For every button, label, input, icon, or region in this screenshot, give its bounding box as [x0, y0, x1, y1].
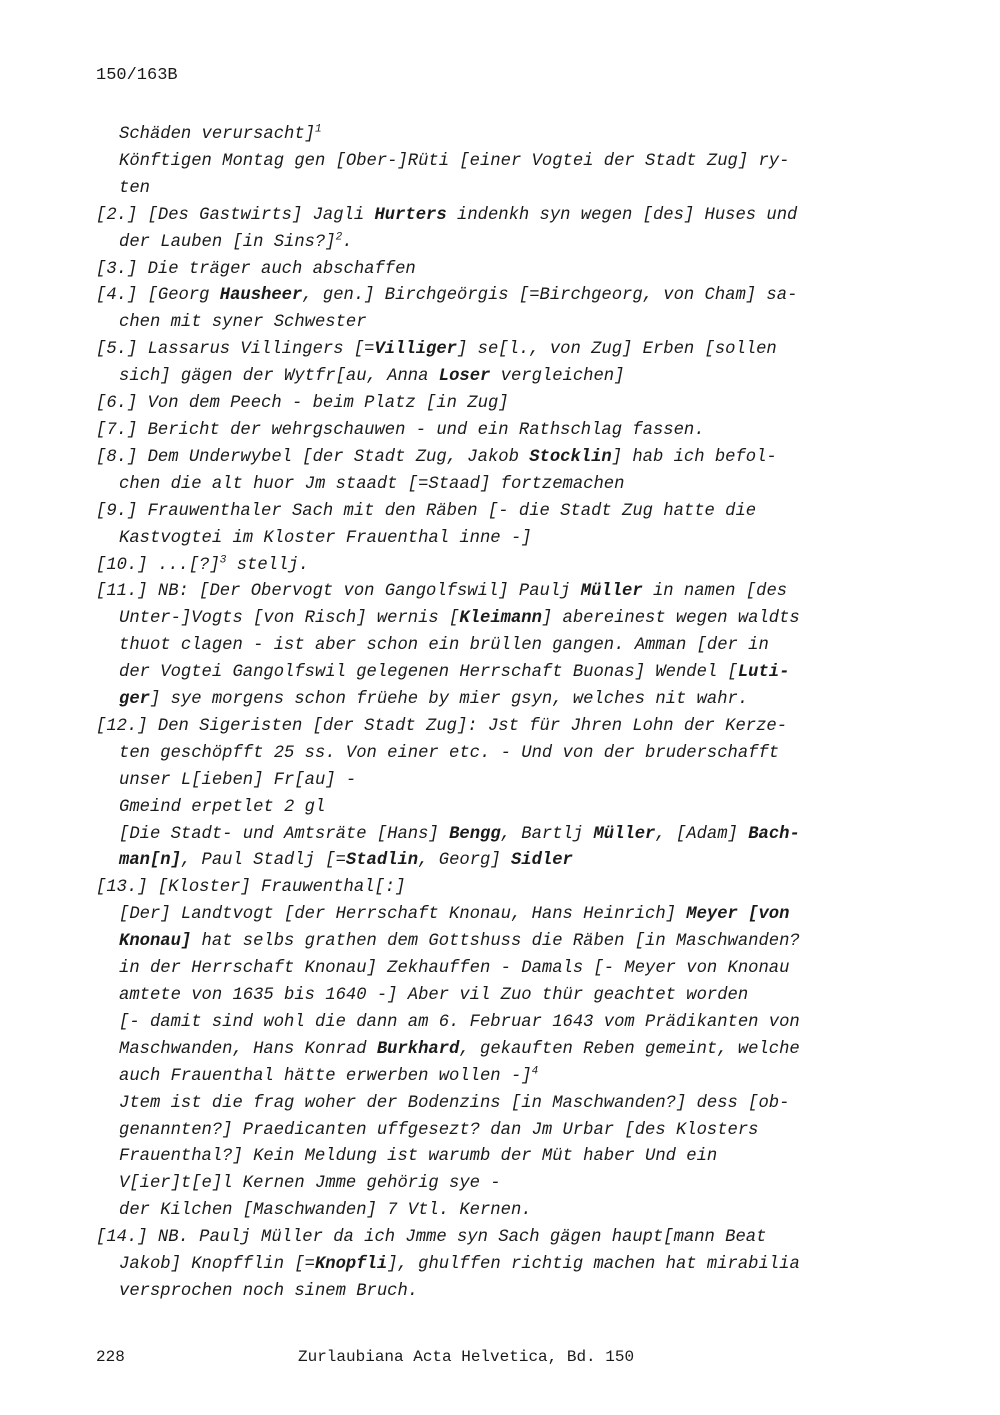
text-line	[96, 929, 866, 956]
text-line	[96, 902, 866, 929]
text-segment: , Georg]	[418, 851, 511, 871]
text-line	[96, 768, 866, 795]
text-line	[96, 499, 866, 526]
text-segment: ], ghulffen richtig machen hat mirabilia	[387, 1255, 800, 1275]
text-segment: der Kilchen [Maschwanden] 7 Vtl. Kernen.	[119, 1201, 532, 1221]
text-segment: , Bartlj	[500, 824, 594, 844]
text-segment: Gmeind erpetlet 2 gl	[119, 797, 326, 817]
text-line	[96, 822, 866, 849]
text-line	[96, 1037, 866, 1064]
name-emphasis: ger	[119, 690, 150, 710]
footnote-ref: 1	[314, 123, 322, 136]
text-segment: der Vogtei Gangolfswil gelegenen Herrschaft Buonas] Wendel [	[119, 663, 738, 683]
text-segment: versprochen noch sinem Bruch.	[119, 1281, 419, 1301]
text-segment: [2.] [Des Gastwirts] Jagli	[96, 205, 375, 225]
text-line	[96, 472, 866, 499]
name-emphasis: Meyer [von	[686, 905, 790, 925]
text-segment: [13.] [Kloster] Frauwenthal[:]	[96, 878, 406, 898]
text-line	[96, 1279, 866, 1306]
text-line	[96, 176, 866, 203]
name-emphasis: Müller	[580, 582, 643, 602]
text-line	[96, 1252, 866, 1279]
text-segment: ] hab ich befol-	[611, 447, 777, 467]
text-line	[96, 364, 866, 391]
name-emphasis: Hurters	[374, 205, 447, 225]
text-segment: der Lauben [in Sins?]	[119, 232, 336, 252]
text-line	[96, 1144, 866, 1171]
text-line	[96, 257, 866, 284]
text-segment: Kastvogtei im Kloster Frauenthal inne -]	[119, 528, 532, 548]
text-segment: stellj.	[226, 555, 309, 575]
text-segment: Unter-]Vogts [von Risch] wernis [	[119, 609, 460, 629]
footnote-ref: 4	[531, 1064, 539, 1077]
text-line	[96, 687, 866, 714]
name-emphasis: Knonau]	[119, 932, 192, 952]
name-emphasis: Burkhard	[376, 1039, 460, 1059]
text-segment: ten	[119, 178, 150, 198]
text-line	[96, 633, 866, 660]
text-segment: , Paul Stadlj [=	[180, 851, 346, 871]
text-line	[96, 1171, 866, 1198]
running-header-ref: 150/163B	[96, 66, 178, 85]
page-number: 228	[96, 1348, 125, 1366]
text-segment: sich] gägen der Wytfr[au, Anna	[119, 367, 439, 387]
text-line	[96, 418, 866, 445]
text-line	[96, 337, 866, 364]
name-emphasis: Müller	[593, 824, 656, 844]
text-line	[96, 579, 866, 606]
text-line	[96, 660, 866, 687]
text-segment: , gen.] Birchgeörgis [=Birchgeorg, von Cham] sa-	[302, 286, 798, 306]
text-segment: chen mit syner Schwester	[119, 313, 367, 333]
name-emphasis: Stocklin	[529, 447, 612, 467]
text-line	[96, 714, 866, 741]
name-emphasis: Loser	[438, 367, 491, 387]
text-line	[96, 391, 866, 418]
text-line	[96, 526, 866, 553]
text-segment: Maschwanden, Hans Konrad	[119, 1039, 377, 1059]
name-emphasis: man[n]	[119, 851, 181, 871]
text-segment: in namen [des	[642, 582, 788, 602]
footnote-ref: 3	[219, 553, 227, 566]
text-line	[96, 1118, 866, 1145]
text-segment: Jtem ist die frag woher der Bodenzins [in Maschwanden?] dess [ob-	[119, 1093, 790, 1113]
text-segment: chen die alt huor Jm staadt [=Staad] fortzemachen	[119, 474, 625, 494]
document-body	[96, 122, 866, 1306]
text-segment: , [Adam]	[655, 824, 749, 844]
text-segment: V[ier]t[e]l Kernen Jmme gehörig sye -	[119, 1174, 501, 1194]
text-line	[96, 149, 866, 176]
text-line	[96, 122, 866, 149]
text-segment: , gekauften Reben gemeint, welche	[459, 1039, 800, 1059]
text-segment: in der Herrschaft Knonau] Zekhauffen - Damals [- Meyer von Knonau	[119, 959, 790, 979]
text-segment: amtete von 1635 bis 1640 -] Aber vil Zuo thür geachtet worden	[119, 986, 749, 1005]
text-segment: [4.] [Georg	[96, 286, 220, 306]
text-segment: [5.] Lassarus Villingers [=	[96, 340, 375, 360]
text-segment: hat selbs grathen dem Gottshuss die Räben [in Maschwanden?	[191, 932, 800, 952]
text-line	[96, 875, 866, 902]
text-line	[96, 956, 866, 983]
text-segment: ten geschöpfft 25 ss. Von einer etc. - Und von der bruderschafft	[119, 743, 780, 763]
text-segment: Frauenthal?] Kein Meldung ist warumb der Müt haber Und ein	[119, 1147, 718, 1167]
text-segment: [14.] NB. Paulj Müller da ich Jmme syn Sach gägen haupt[mann Beat	[96, 1228, 767, 1248]
text-line	[96, 445, 866, 472]
text-line	[96, 553, 866, 580]
name-emphasis: Bach-	[748, 824, 800, 844]
text-segment: Könftigen Montag gen [Ober-]Rüti [einer Vogtei der Stadt Zug] ry-	[119, 151, 790, 171]
name-emphasis: Sidler	[510, 851, 573, 871]
text-line	[96, 848, 866, 875]
text-segment: [10.] ...[?]	[96, 555, 220, 575]
text-segment: .	[342, 232, 353, 252]
text-segment: [8.] Dem Underwybel [der Stadt Zug, Jakob	[96, 447, 530, 467]
text-line	[96, 983, 866, 1010]
text-line	[96, 230, 866, 257]
name-emphasis: Stadlin	[345, 851, 419, 871]
text-segment: [12.] Den Sigeristen [der Stadt Zug]: Jst für Jhren Lohn der Kerze-	[96, 716, 788, 736]
text-line	[96, 1010, 866, 1037]
text-line	[96, 1198, 866, 1225]
text-segment: ] abereinest wegen waldts	[541, 609, 800, 629]
name-emphasis: Luti-	[737, 663, 790, 683]
text-segment: indenkh syn wegen [des] Huses und	[446, 205, 798, 225]
text-segment: [3.] Die träger auch abschaffen	[96, 259, 416, 279]
text-line	[96, 1225, 866, 1252]
footnote-ref: 2	[335, 230, 343, 243]
text-line	[96, 795, 866, 822]
text-segment: ] sye morgens schon früehe by mier gsyn, welches nit wahr.	[149, 690, 749, 710]
name-emphasis: Hausheer	[219, 286, 303, 306]
text-segment: ] se[l., von Zug] Erben [sollen	[457, 340, 777, 360]
text-segment: Jakob] Knopfflin [=	[119, 1255, 315, 1275]
text-segment: [6.] Von dem Peech - beim Platz [in Zug]	[96, 394, 509, 414]
text-line	[96, 1091, 866, 1118]
text-line	[96, 203, 866, 230]
text-line	[96, 741, 866, 768]
text-segment: vergleichen]	[490, 367, 625, 387]
text-segment: [Die Stadt- und Amtsräte [Hans]	[119, 824, 450, 844]
text-segment: [- damit sind wohl die dann am 6. Februar 1643 vom Prädikanten von	[119, 1012, 800, 1032]
text-segment: [11.] NB: [Der Obervogt von Gangolfswil] Paulj	[96, 582, 581, 602]
text-line	[96, 1064, 866, 1091]
text-line	[96, 310, 866, 337]
text-segment: auch Frauenthal hätte erwerben wollen -]	[119, 1066, 532, 1086]
text-segment: thuot clagen - ist aber schon ein brüllen gangen. Amman [der in	[119, 636, 769, 656]
name-emphasis: Knopfli	[314, 1255, 388, 1275]
text-segment: [9.] Frauwenthaler Sach mit den Räben [- die Stadt Zug hatte die	[96, 501, 757, 521]
name-emphasis: Villiger	[374, 340, 457, 360]
name-emphasis: Bengg	[449, 824, 501, 844]
name-emphasis: Kleimann	[459, 609, 542, 629]
text-segment: [Der] Landtvogt [der Herrschaft Knonau, Hans Heinrich]	[119, 905, 687, 925]
text-segment: unser L[ieben] Fr[au] -	[119, 770, 357, 790]
text-segment: [7.] Bericht der wehrgschauwen - und ein Rathschlag fassen.	[96, 420, 705, 440]
publication-title: Zurlaubiana Acta Helvetica, Bd. 150	[298, 1348, 635, 1366]
text-segment: genannten?] Praedicanten uffgesezt? dan Jm Urbar [des Klosters	[119, 1120, 759, 1140]
text-segment: Schäden verursacht]	[119, 125, 315, 144]
text-line	[96, 606, 866, 633]
text-line	[96, 283, 866, 310]
